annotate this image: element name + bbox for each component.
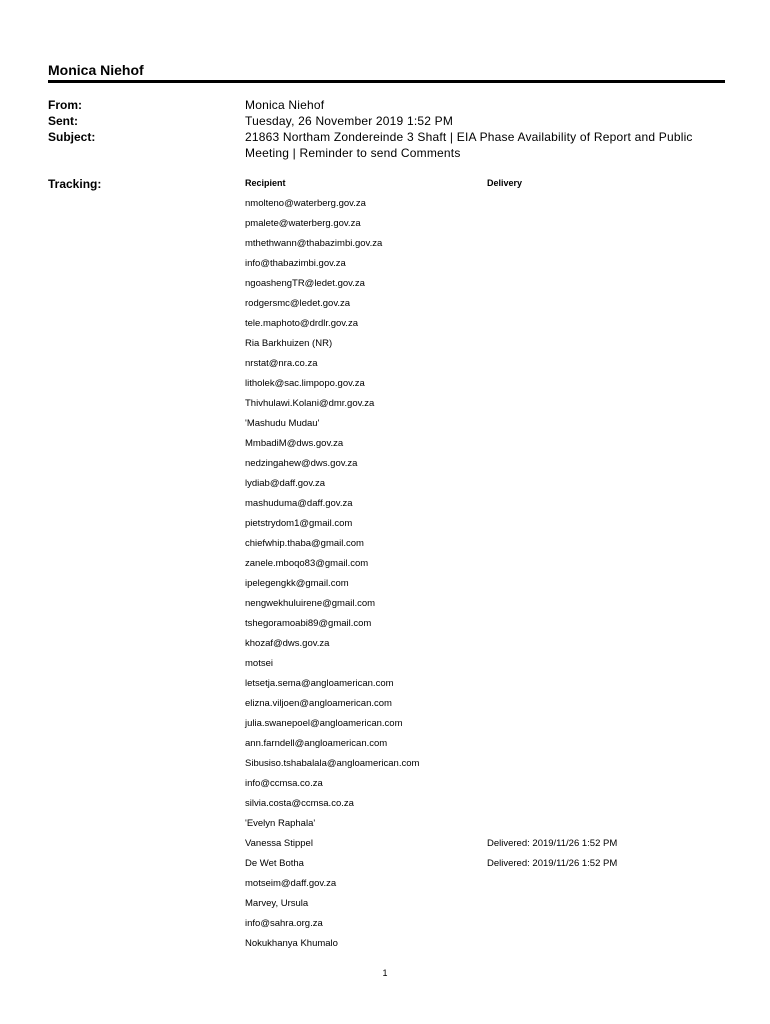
tracking-row — [245, 896, 725, 916]
recipient: nedzingahew@dws.gov.za — [245, 458, 358, 469]
tracking-row — [245, 916, 725, 936]
tracking-row — [245, 256, 725, 276]
tracking-row — [245, 716, 725, 736]
recipient: ann.farndell@angloamerican.com — [245, 738, 388, 749]
tracking-row — [245, 476, 725, 496]
recipient: pietstrydom1@gmail.com — [245, 518, 353, 529]
tracking-row — [245, 816, 725, 836]
tracking-row — [245, 736, 725, 756]
recipient: Sibusiso.tshabalala@angloamerican.com — [245, 758, 420, 769]
recipient: letsetja.sema@angloamerican.com — [245, 678, 394, 689]
tracking-row — [245, 276, 725, 296]
recipient: Thivhulawi.Kolani@dmr.gov.za — [245, 398, 375, 409]
tracking-row — [245, 696, 725, 716]
recipient: nengwekhuluirene@gmail.com — [245, 598, 376, 609]
tracking-row — [245, 856, 725, 876]
recipient: mthethwann@thabazimbi.gov.za — [245, 238, 383, 249]
recipient: julia.swanepoel@angloamerican.com — [245, 718, 403, 729]
tracking-row — [245, 236, 725, 256]
tracking-row — [245, 216, 725, 236]
recipient: info@sahra.org.za — [245, 918, 323, 929]
tracking-row — [245, 516, 725, 536]
tracking-row — [245, 356, 725, 376]
recipient: nmolteno@waterberg.gov.za — [245, 198, 366, 209]
recipient: info@ccmsa.co.za — [245, 778, 323, 789]
tracking-row — [245, 756, 725, 776]
recipient-column-header: Recipient — [245, 178, 286, 188]
recipient: Nokukhanya Khumalo — [245, 938, 338, 949]
recipient: Vanessa Stippel — [245, 838, 313, 849]
tracking-row — [245, 436, 725, 456]
recipient: rodgersmc@ledet.gov.za — [245, 298, 351, 309]
sent-label: Sent: — [48, 114, 78, 128]
recipient: khozaf@dws.gov.za — [245, 638, 330, 649]
recipient: elizna.viljoen@angloamerican.com — [245, 698, 392, 709]
tracking-list — [245, 196, 725, 956]
tracking-row — [245, 376, 725, 396]
recipient: MmbadiM@dws.gov.za — [245, 438, 344, 449]
recipient: Ria Barkhuizen (NR) — [245, 338, 333, 349]
subject-label: Subject: — [48, 130, 96, 144]
tracking-row — [245, 396, 725, 416]
tracking-row — [245, 836, 725, 856]
tracking-row — [245, 556, 725, 576]
title-divider — [48, 80, 725, 83]
tracking-row — [245, 416, 725, 436]
from-label: From: — [48, 98, 82, 112]
tracking-row — [245, 616, 725, 636]
tracking-row — [245, 676, 725, 696]
tracking-row — [245, 536, 725, 556]
sent-value: Tuesday, 26 November 2019 1:52 PM — [245, 114, 454, 128]
recipient: pmalete@waterberg.gov.za — [245, 218, 361, 229]
recipient: zanele.mboqo83@gmail.com — [245, 558, 369, 569]
tracking-label: Tracking: — [48, 177, 102, 191]
tracking-row — [245, 936, 725, 956]
tracking-row — [245, 456, 725, 476]
recipient: lydiab@daff.gov.za — [245, 478, 326, 489]
tracking-row — [245, 876, 725, 896]
subject-value: 21863 Northam Zondereinde 3 Shaft | EIA Phase Availability of Report and Public Meeting | Reminder to send Comments — [245, 130, 693, 160]
recipient: ipelegengkk@gmail.com — [245, 578, 349, 589]
page-number: 1 — [382, 968, 388, 978]
recipient: 'Evelyn Raphala' — [245, 818, 316, 829]
recipient: tele.maphoto@drdlr.gov.za — [245, 318, 358, 329]
recipient: 'Mashudu Mudau' — [245, 418, 320, 429]
delivery-status: Delivered: 2019/11/26 1:52 PM — [487, 838, 618, 849]
tracking-row — [245, 496, 725, 516]
tracking-row — [245, 296, 725, 316]
delivery-column-header: Delivery — [487, 178, 523, 188]
tracking-row — [245, 196, 725, 216]
recipient: chiefwhip.thaba@gmail.com — [245, 538, 364, 549]
tracking-row — [245, 636, 725, 656]
from-value: Monica Niehof — [245, 98, 325, 112]
recipient: litholek@sac.limpopo.gov.za — [245, 378, 365, 389]
recipient: ngoashengTR@ledet.gov.za — [245, 278, 365, 289]
tracking-row — [245, 776, 725, 796]
tracking-row — [245, 336, 725, 356]
page-title: Monica Niehof — [48, 62, 144, 78]
recipient: mashuduma@daff.gov.za — [245, 498, 353, 509]
recipient: silvia.costa@ccmsa.co.za — [245, 798, 354, 809]
recipient: motseim@daff.gov.za — [245, 878, 337, 889]
recipient: nrstat@nra.co.za — [245, 358, 318, 369]
recipient: motsei — [245, 658, 273, 669]
tracking-row — [245, 596, 725, 616]
recipient: De Wet Botha — [245, 858, 304, 869]
tracking-row — [245, 656, 725, 676]
tracking-row — [245, 316, 725, 336]
recipient: info@thabazimbi.gov.za — [245, 258, 346, 269]
tracking-row — [245, 796, 725, 816]
delivery-status: Delivered: 2019/11/26 1:52 PM — [487, 858, 618, 869]
tracking-row — [245, 576, 725, 596]
recipient: Marvey, Ursula — [245, 898, 309, 909]
recipient: tshegoramoabi89@gmail.com — [245, 618, 372, 629]
